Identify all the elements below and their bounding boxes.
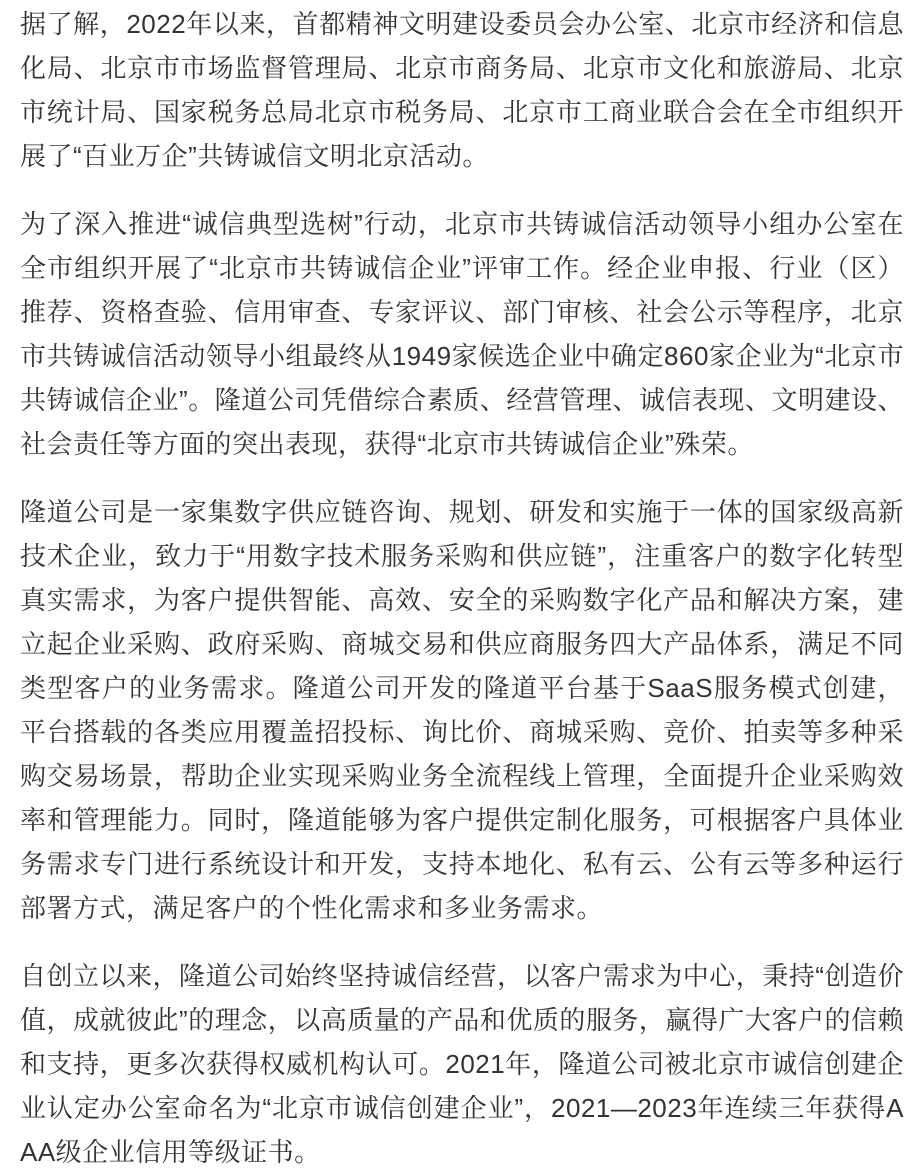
paragraph-integrity-honors: 自创立以来，隆道公司始终坚持诚信经营，以客户需求为中心，秉持“创造价值，成就彼此”的理念，以高质量的产品和优质的服务，赢得广大客户的信赖和支持，更多次获得权威机构认可。2021年，隆道公司被北京市诚信创建企业认定办公室命名为“北京市诚信创建企业”，2021—2023年连续三年获得AAA级企业信用等级证书。 [20, 961, 904, 1167]
paragraph-company-profile: 隆道公司是一家集数字供应链咨询、规划、研发和实施于一体的国家级高新技术企业，致力于“用数字技术服务采购和供应链”，注重客户的数字化转型真实需求，为客户提供智能、高效、安全的采购数字化产品和解决方案，建立起企业采购、政府采购、商城交易和供应商服务四大产品体系，满足不同类型客户的业务需求。隆道公司开发的隆道平台基于SaaS服务模式创建，平台搭载的各类应用覆盖招投标、询比价、商城采购、竞价、拍卖等多种采购交易场景，帮助企业实现采购业务全流程线上管理，全面提升企业采购效率和管理能力。同时，隆道能够为客户提供定制化服务，可根据客户具体业务需求专门进行系统设计和开发，支持本地化、私有云、公有云等多种运行部署方式，满足客户的个性化需求和多业务需求。 [20, 497, 904, 923]
paragraph-selection-process: 为了深入推进“诚信典型选树”行动，北京市共铸诚信活动领导小组办公室在全市组织开展了“北京市共铸诚信企业”评审工作。经企业申报、行业（区）推荐、资格查验、信用审查、专家评议、部门审核、社会公示等程序，北京市共铸诚信活动领导小组最终从1949家候选企业中确定860家企业为“北京市共铸诚信企业”。隆道公司凭借综合素质、经营管理、诚信表现、文明建设、社会责任等方面的突出表现，获得“北京市共铸诚信企业”殊荣。 [20, 209, 904, 459]
paragraph-activity-intro: 据了解，2022年以来，首都精神文明建设委员会办公室、北京市经济和信息化局、北京市市场监督管理局、北京市商务局、北京市文化和旅游局、北京市统计局、国家税务总局北京市税务局、北京市工商业联合会在全市组织开展了“百业万企”共铸诚信文明北京活动。 [20, 9, 904, 171]
